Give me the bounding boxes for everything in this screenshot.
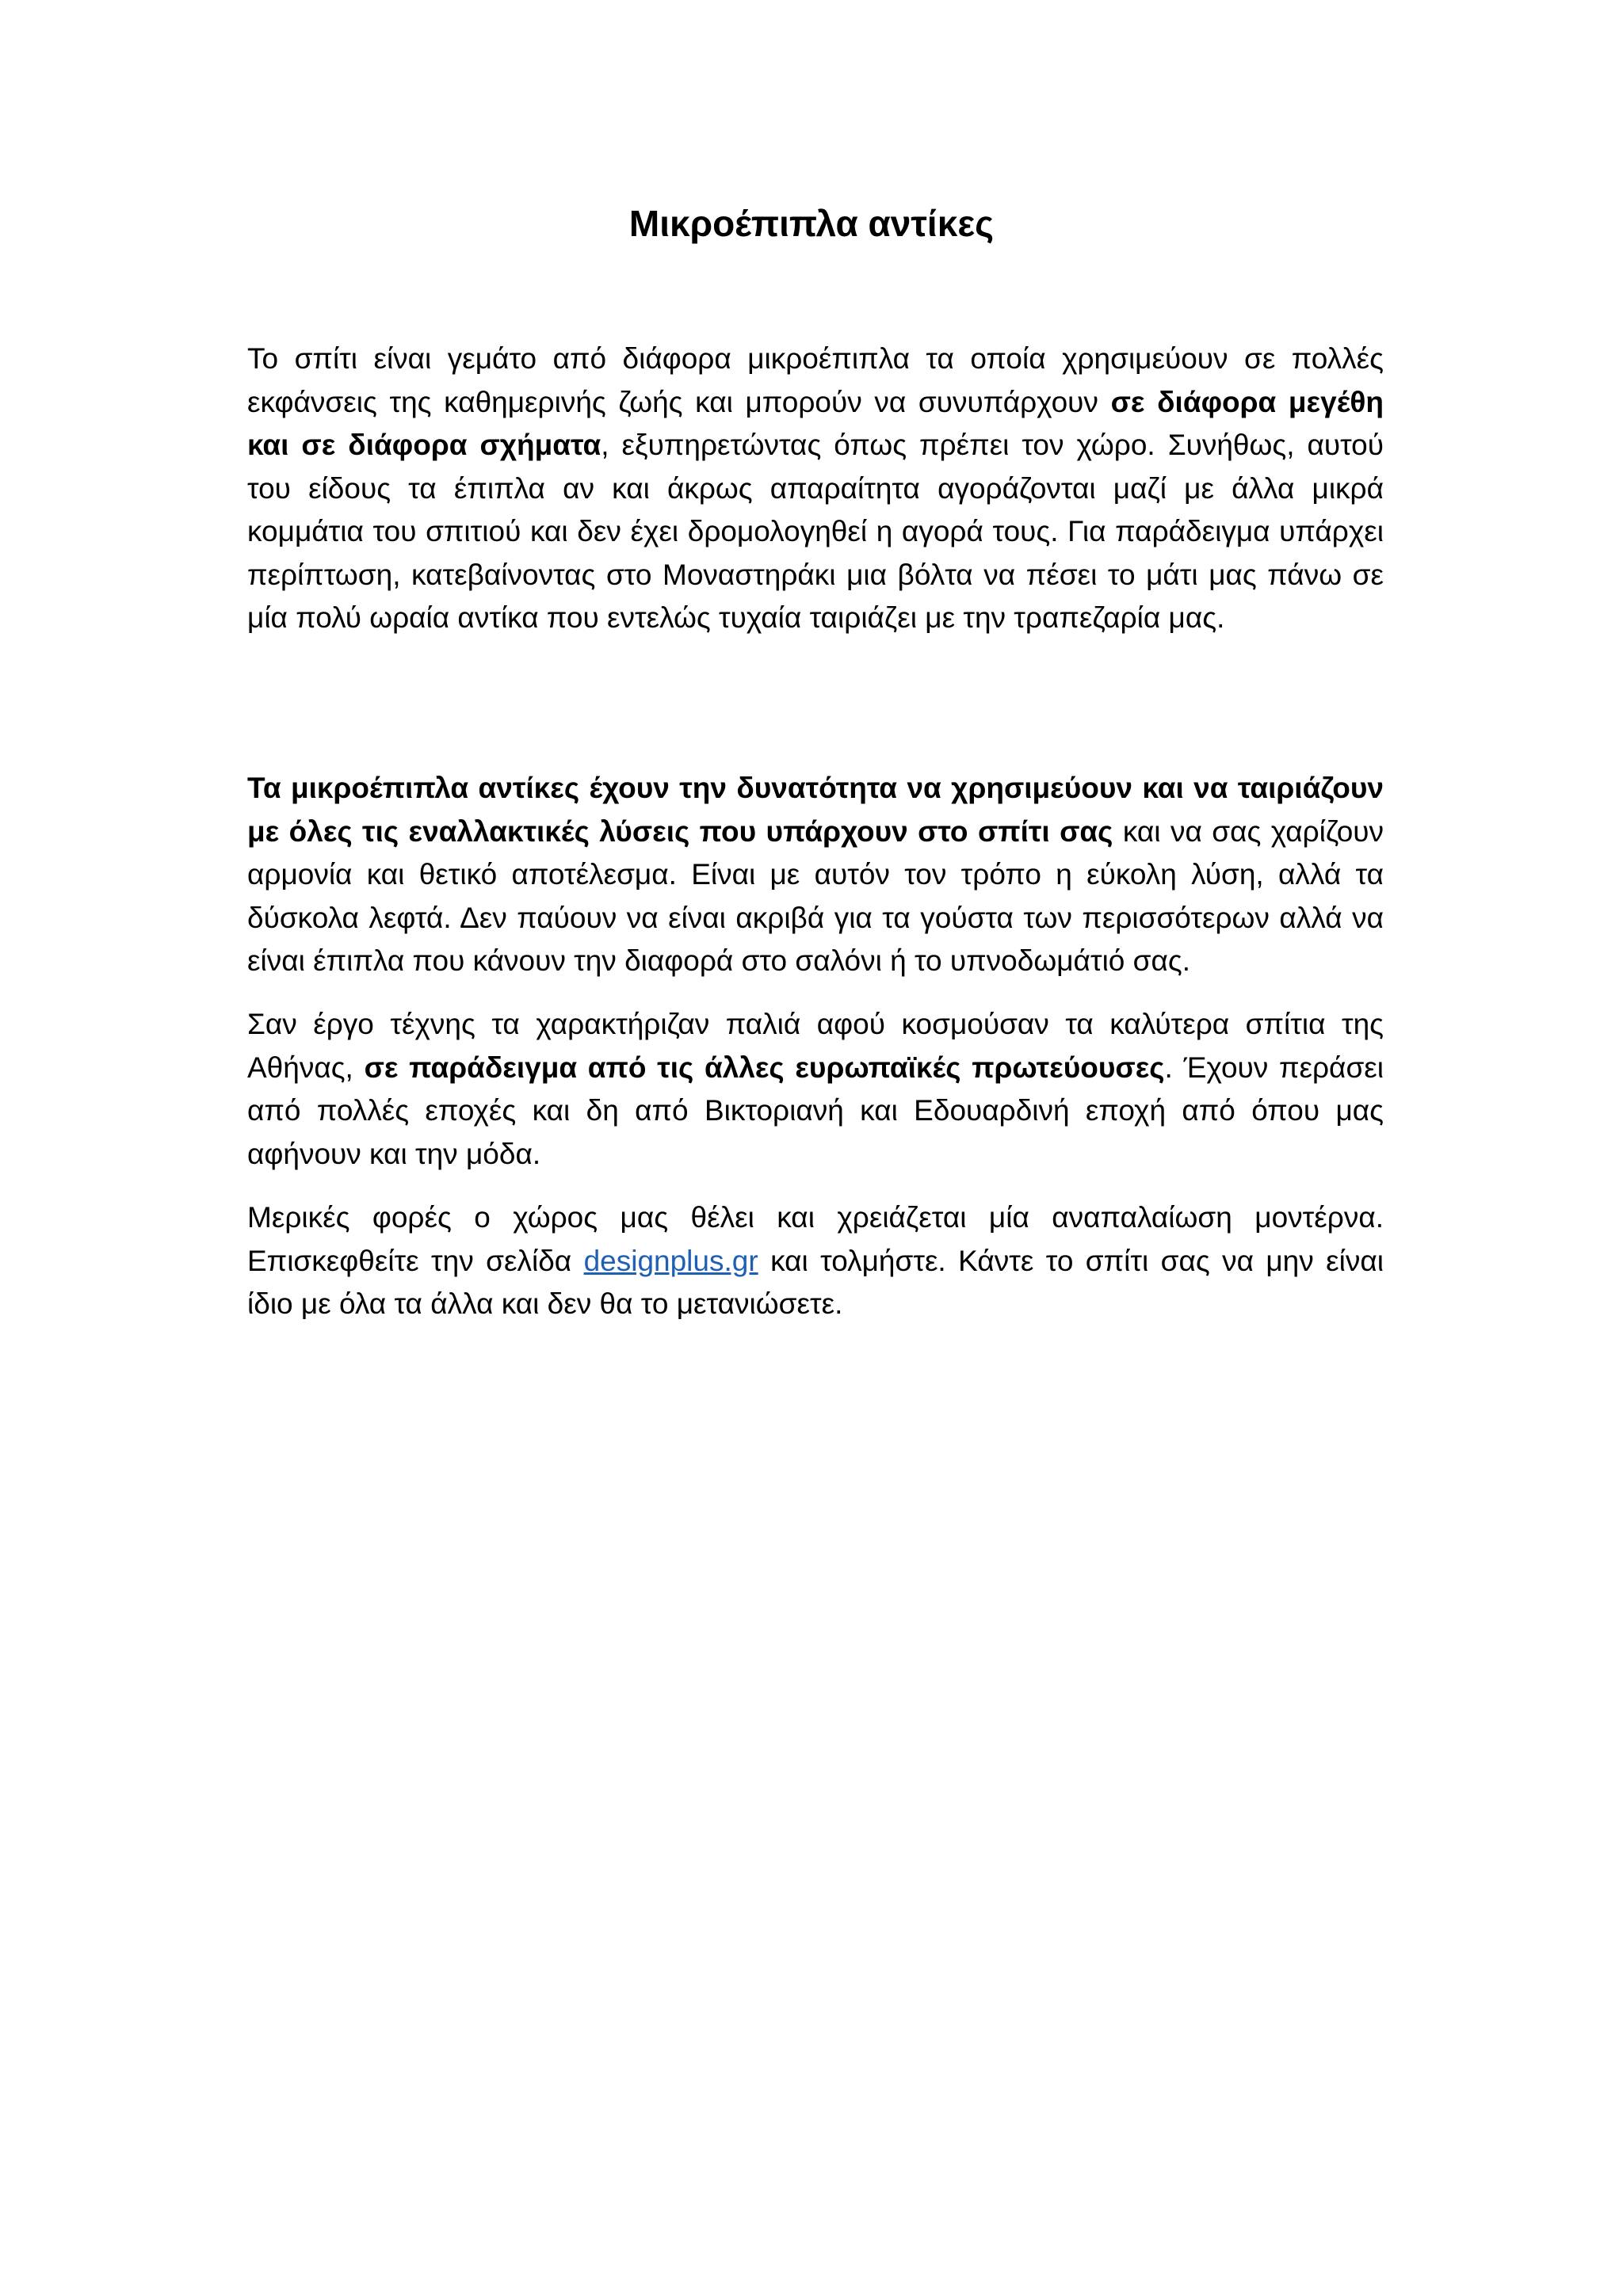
- paragraph-4-text-a: Μερικές φορές ο χώρος μας θέλει και χρειάζεται μία αναπαλαίωση μοντέρνα. Επισκεφθείτε την σελίδα: [247, 1201, 1384, 1277]
- paragraph-3-text-a: Σαν έργο τέχνης τα χαρακτήριζαν παλιά αφού κοσμούσαν τα καλύτερα σπίτια της Αθήνας,: [247, 1008, 1384, 1084]
- paragraph-1: [247, 338, 1384, 640]
- paragraph-2-bold: Τα μικροέπιπλα αντίκες έχουν την δυνατότητα να χρησιμεύουν και να ταιριάζουν με όλες τις εναλλακτικές λύσεις που υπάρχουν στο σπίτι σας: [247, 772, 1384, 848]
- paragraph-4: [247, 1196, 1384, 1326]
- paragraph-2: [247, 767, 1384, 983]
- paragraph-4-text-b: και τολμήστε. Κάντε το σπίτι σας να μην είναι ίδιο με όλα τα άλλα και δεν θα το μετανιώσετε.: [247, 1244, 1384, 1320]
- designplus-link[interactable]: designplus.gr: [583, 1244, 758, 1277]
- document-title: Μικροέπιπλα αντίκες: [628, 203, 995, 244]
- paragraph-3-bold: σε παράδειγμα από τις άλλες ευρωπαϊκές πρωτεύουσες: [364, 1051, 1165, 1084]
- paragraph-1-text-a: Το σπίτι είναι γεμάτο από διάφορα μικροέπιπλα τα οποία χρησιμεύουν σε πολλές εκφάνσεις της καθημερινής ζωής και μπορούν να συνυπάρχουν: [247, 342, 1384, 418]
- paragraph-1-text-b: , εξυπηρετώντας όπως πρέπει τον χώρο. Συνήθως, αυτού του είδους τα έπιπλα αν και άκρως απαραίτητα αγοράζονται μαζί με άλλα μικρά κομμάτια του σπιτιού και δεν έχει δρομολογηθεί η αγορά τους. Για παράδειγμα υπάρχει περίπτωση, κατεβαίνοντας στο Μοναστηράκι μια βόλτα να πέσει το μάτι μας πάνω σε μία πολύ ωραία αντίκα που εντελώς τυχαία ταιριάζει με την τραπεζαρία μας.: [247, 429, 1384, 634]
- paragraph-3-text-b: . Έχουν περάσει από πολλές εποχές και δη από Βικτοριανή και Εδουαρδινή εποχή από όπου μας αφήνουν και την μόδα.: [247, 1051, 1384, 1170]
- paragraph-1-bold: σε διάφορα μεγέθη και σε διάφορα σχήματα: [247, 385, 1384, 461]
- paragraph-3: [247, 1003, 1384, 1176]
- paragraph-2-text-a: και να σας χαρίζουν αρμονία και θετικό αποτέλεσμα. Είναι με αυτόν τον τρόπο η εύκολη λύση, αλλά τα δύσκολα λεφτά. Δεν παύουν να είναι ακριβά για τα γούστα των περισσότερων αλλά να είναι έπιπλα που κάνουν την διαφορά στο σαλόνι ή το υπνοδωμάτιό σας.: [247, 814, 1384, 977]
